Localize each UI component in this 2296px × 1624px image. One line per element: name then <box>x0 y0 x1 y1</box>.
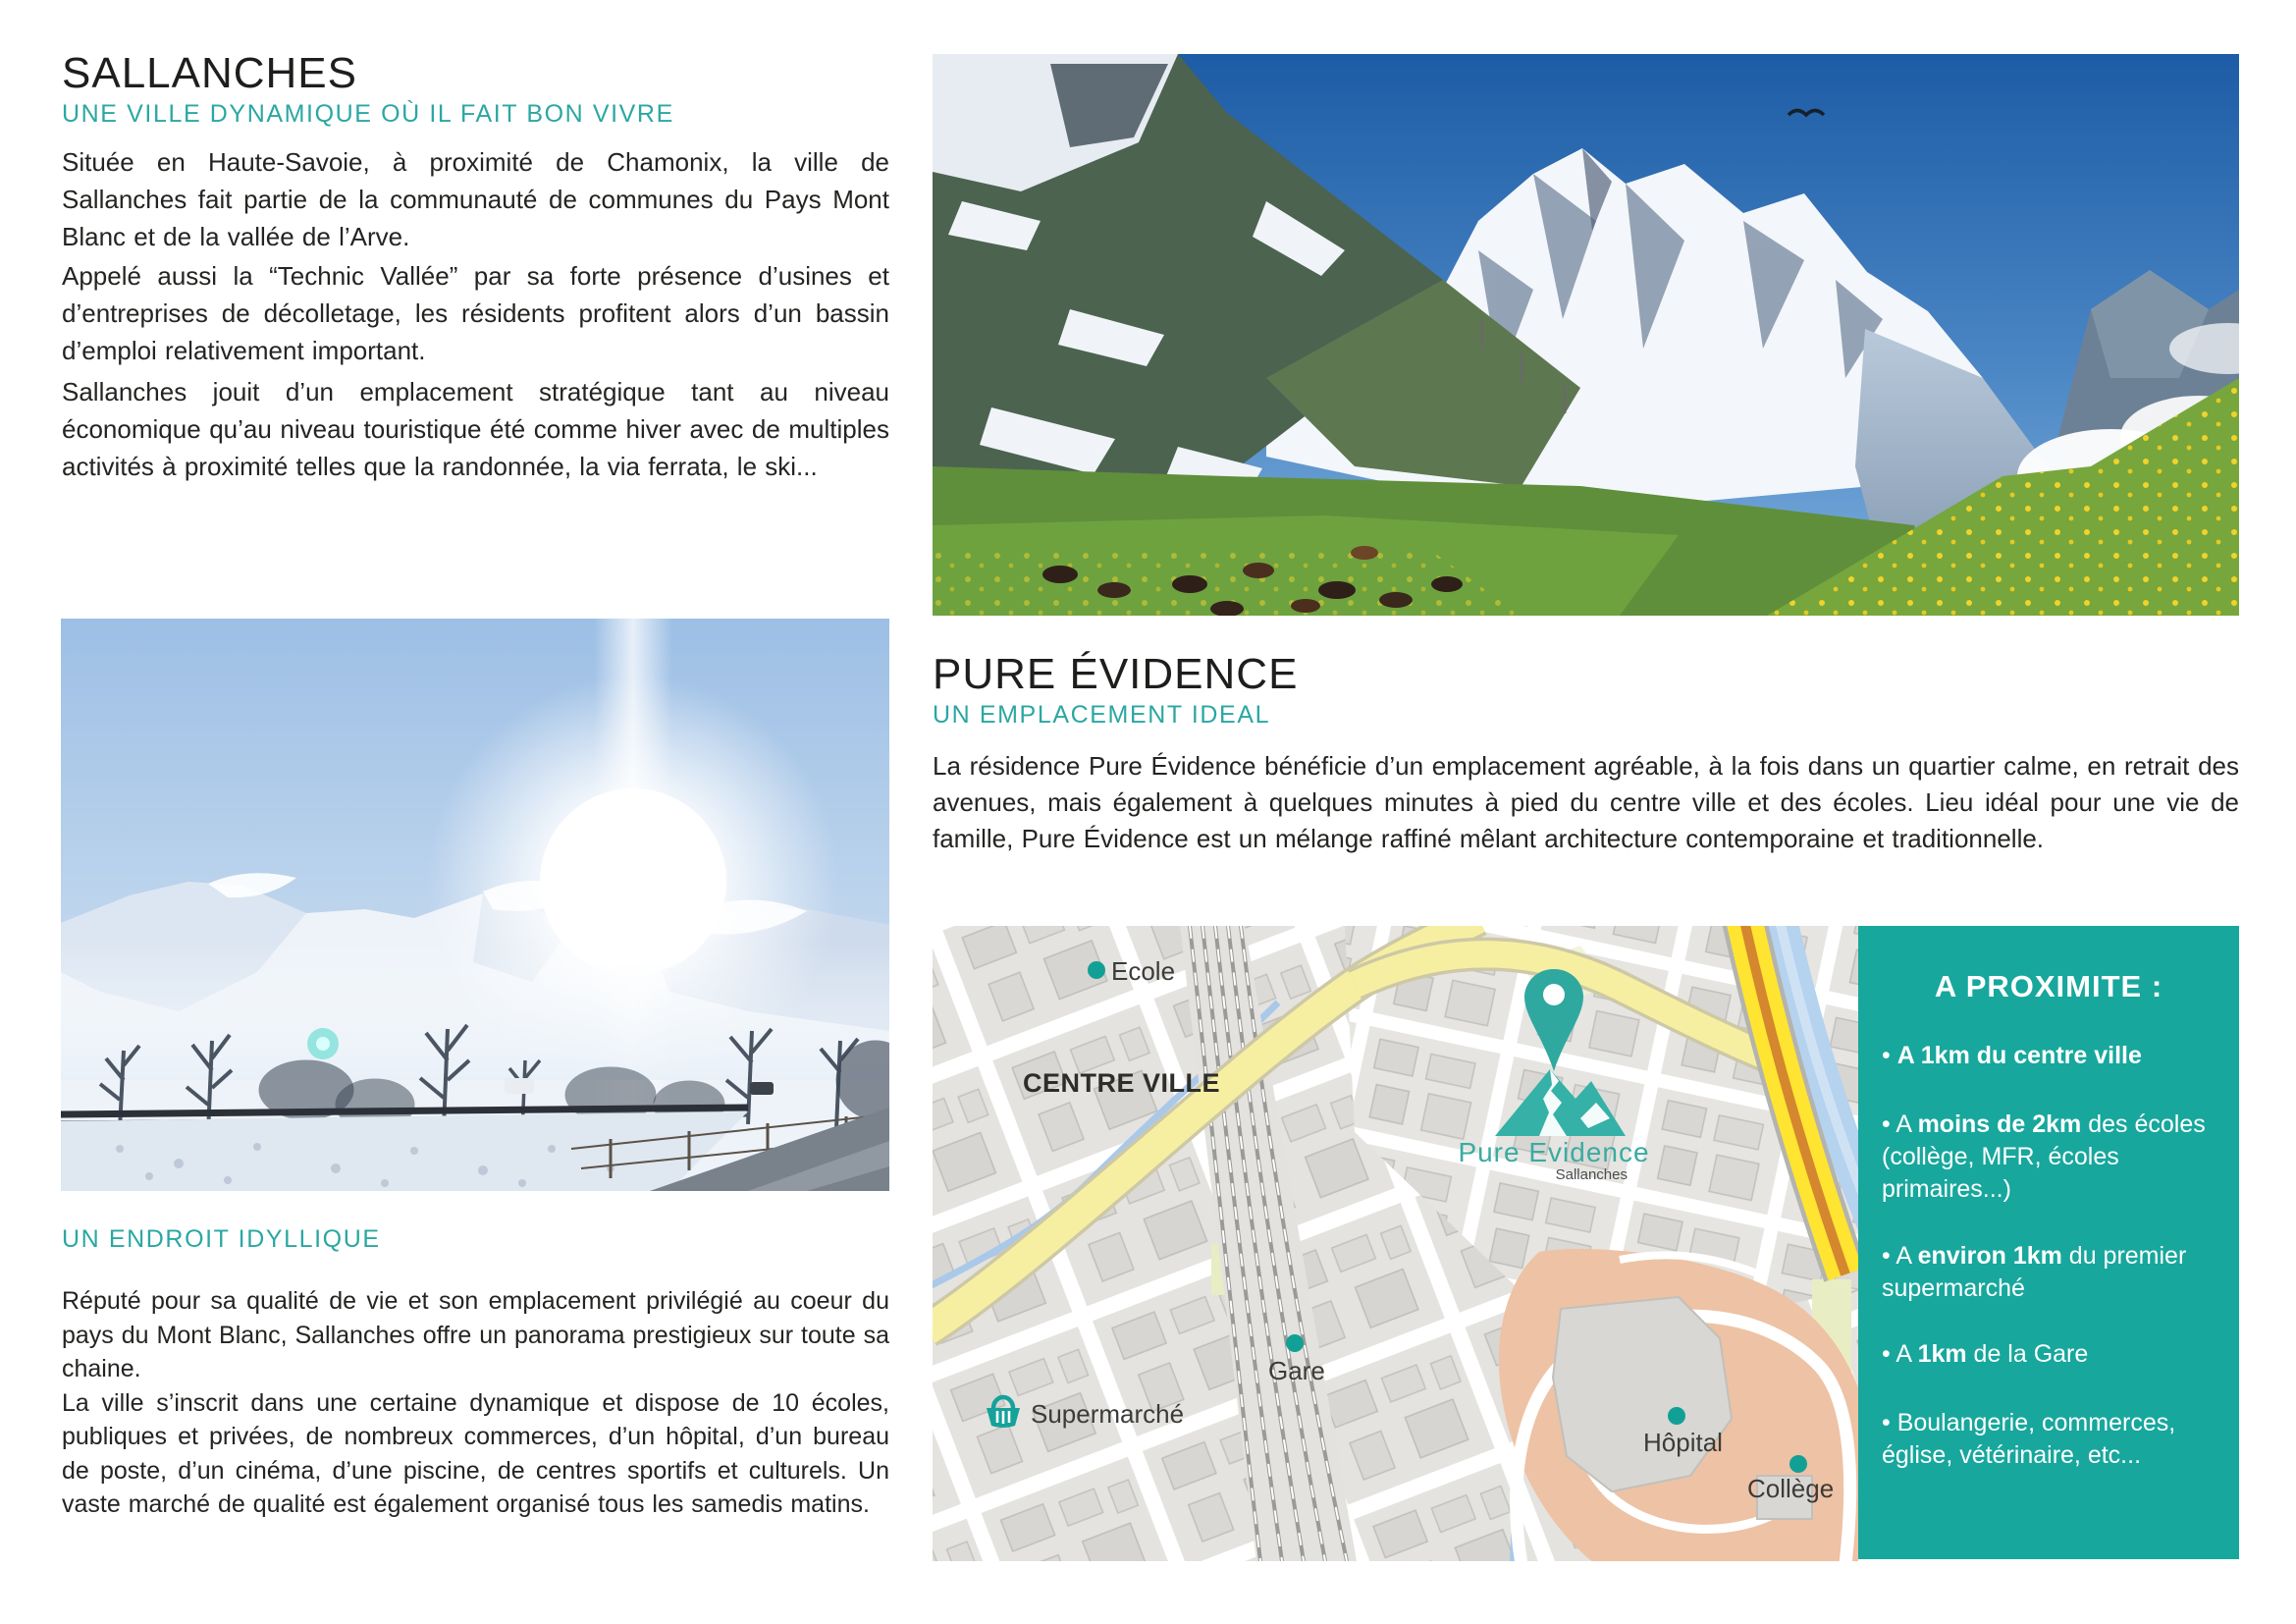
logo-city: Sallanches <box>1555 1166 1628 1183</box>
sallanches-paragraph-1: Située en Haute-Savoie, à proximité de Chamonix, la ville de Sallanches fait partie de la communauté de communes du Pays Mont Blanc et de la vallée de l’Arve. <box>62 147 889 251</box>
poi-dot-gare <box>1286 1334 1304 1352</box>
map-label-gare: Gare <box>1268 1356 1325 1385</box>
poi-dot-ecole <box>1088 961 1105 979</box>
endroit-idyllique-title: UN ENDROIT IDYLLIQUE <box>62 1225 381 1253</box>
endroit-idyllique-paragraph <box>62 1284 889 1522</box>
proximity-panel <box>1858 926 2239 1559</box>
map-scene <box>933 926 1858 1561</box>
map-label-centre-ville: CENTRE VILLE <box>1023 1068 1221 1098</box>
winter-photo-scene <box>61 619 889 1191</box>
proximity-bullet-1: • A 1km du centre ville <box>1882 1042 2142 1069</box>
map-label-hopital: Hôpital <box>1643 1428 1723 1457</box>
map-label-ecole: Ecole <box>1111 956 1176 986</box>
endroit-line-2: La ville s’inscrit dans une certaine dynamique et dispose de 10 écoles, publiques et privées, de nombreux commerces, d’un hôpital, d’un bureau de poste, d’un cinéma, d’une piscine, de centres sportifs et culturels. Un vaste marché de qualité est également organisé tous les samedis matins. <box>62 1388 889 1518</box>
proximity-bullet-3: • A environ 1km du premier supermarché <box>1882 1242 2187 1302</box>
proximity-panel-title: A PROXIMITE : <box>1934 969 2163 1003</box>
photo-mont-blanc-summer <box>933 54 2239 616</box>
poi-dot-hopital <box>1668 1407 1685 1425</box>
summer-photo-scene <box>933 54 2239 616</box>
photo-winter-sun-mountains <box>61 619 889 1191</box>
proximity-bullet-5: • Boulangerie, commerces, église, vétérinaire, etc... <box>1882 1409 2176 1469</box>
sallanches-paragraph-2: Appelé aussi la “Technic Vallée” par sa forte présence d’usines et d’entreprises de décolletage, les résidents profitent alors d’un bassin d’emploi relativement important. <box>62 261 889 365</box>
pure-evidence-paragraph: La résidence Pure Évidence bénéficie d’un emplacement agréable, à la fois dans un quartier calme, en retrait des avenues, mais également à quelques minutes à pied du centre ville et des écoles. Lieu idéal pour une vie de famille, Pure Évidence est un mélange raffiné mêlant architecture contemporaine et traditionnelle. <box>933 751 2239 853</box>
map-label-college: Collège <box>1747 1474 1835 1503</box>
location-map <box>933 926 1858 1561</box>
pure-evidence-title: PURE ÉVIDENCE <box>933 650 1299 698</box>
sallanches-subtitle: UNE VILLE DYNAMIQUE OÙ IL FAIT BON VIVRE <box>62 100 674 128</box>
endroit-line-1: Réputé pour sa qualité de vie et son emplacement privilégié au coeur du pays du Mont Blanc, Sallanches offre un panorama prestigieux sur toute sa chaine. <box>62 1287 889 1382</box>
sallanches-title: SALLANCHES <box>62 49 358 97</box>
proximity-bullet-4: • A 1km de la Gare <box>1882 1340 2089 1368</box>
sallanches-paragraph-3: Sallanches jouit d’un emplacement stratégique tant au niveau économique qu’au niveau touristique été comme hiver avec de multiples activités à proximité telles que la randonnée, la via ferrata, le ski... <box>62 377 889 481</box>
poi-dot-college <box>1789 1455 1807 1473</box>
proximity-bullet-2: • A moins de 2km des écoles (collège, MFR, écoles primaires...) <box>1882 1110 2206 1203</box>
pure-evidence-subtitle: UN EMPLACEMENT IDEAL <box>933 701 1271 729</box>
logo-wordmark: Pure Evidence <box>1458 1137 1650 1167</box>
map-label-supermarche: Supermarché <box>1031 1399 1185 1429</box>
